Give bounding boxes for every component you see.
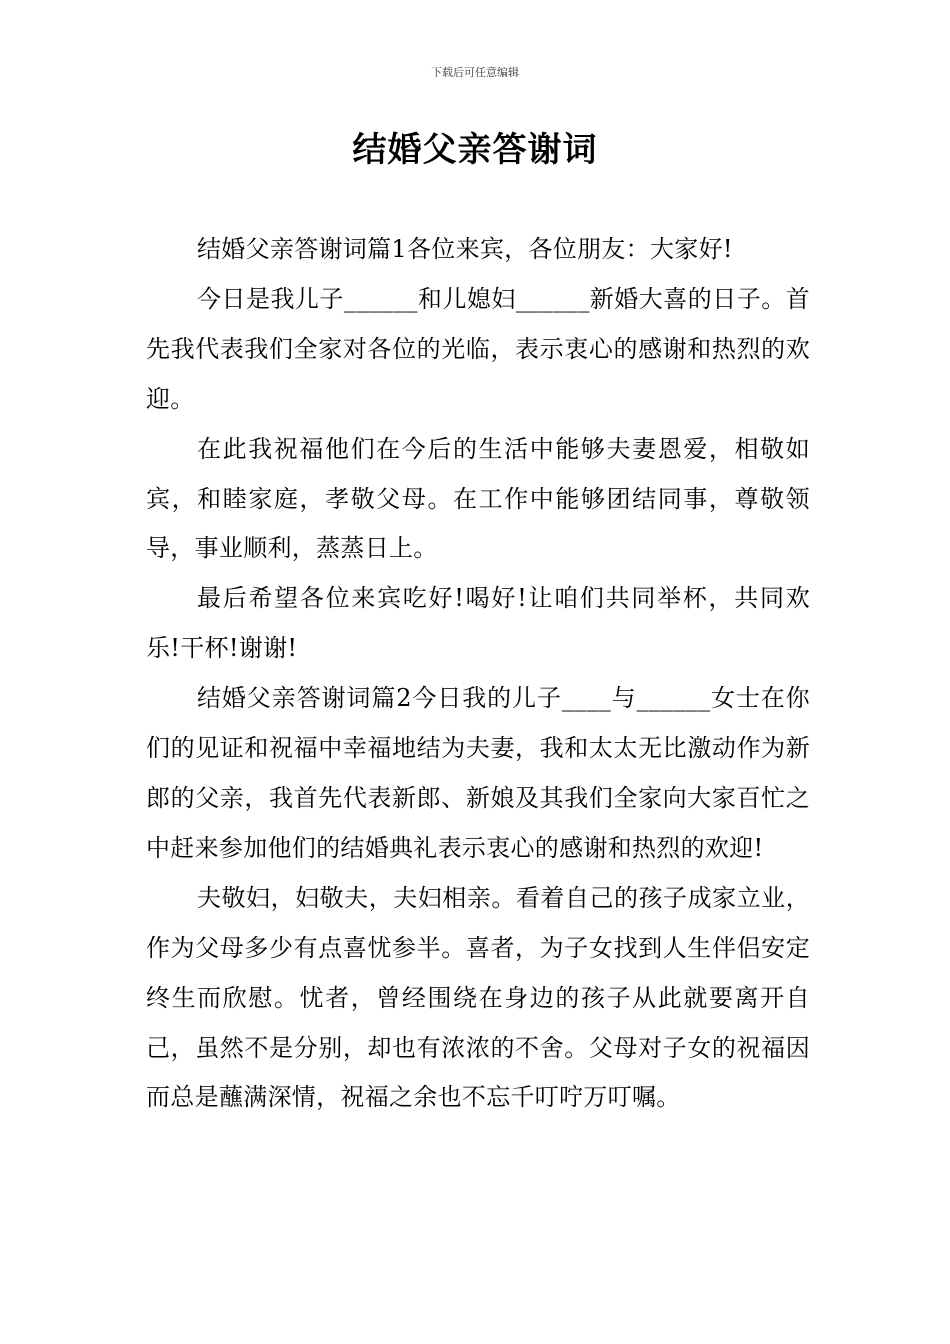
paragraph-3: 在此我祝福他们在今后的生活中能够夫妻恩爱，相敬如宾，和睦家庭，孝敬父母。在工作中能够团结同事，尊敬领导，事业顺利，蒸蒸日上。 <box>146 434 810 563</box>
document-body <box>146 225 810 1123</box>
document-title: 结婚父亲答谢词 <box>352 130 598 170</box>
paragraph-4: 最后希望各位来宾吃好!喝好!让咱们共同举杯，共同欢乐!干杯!谢谢! <box>146 584 810 663</box>
paragraph-1: 结婚父亲答谢词篇1各位来宾，各位朋友：大家好! <box>197 235 733 263</box>
paragraph-2: 今日是我儿子______和儿媳妇______新婚大喜的日子。首先我代表我们全家对各位的光临，表示衷心的感谢和热烈的欢迎。 <box>146 284 810 413</box>
paragraph-6: 夫敬妇，妇敬夫，夫妇相亲。看着自己的孩子成家立业，作为父母多少有点喜忧参半。喜者，为子女找到人生伴侣安定终生而欣慰。忧者，曾经围绕在身边的孩子从此就要离开自己，虽然不是分别，却也有浓浓的不舍。父母对子女的祝福因而总是蘸满深情，祝福之余也不忘千叮咛万叮嘱。 <box>146 883 810 1112</box>
paragraph-5: 结婚父亲答谢词篇2今日我的儿子____与______女士在你们的见证和祝福中幸福地结为夫妻，我和太太无比激动作为新郎的父亲，我首先代表新郎、新娘及其我们全家向大家百忙之中赶来参加他们的结婚典礼表示衷心的感谢和热烈的欢迎! <box>146 684 810 862</box>
header-note: 下载后可任意编辑 <box>431 66 519 79</box>
